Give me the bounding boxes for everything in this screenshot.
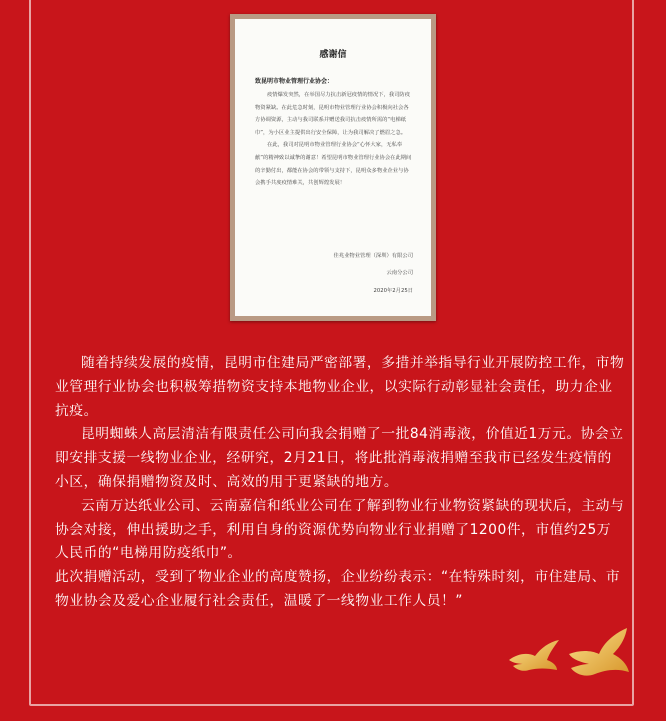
article-paragraph: 昆明蜘蛛人高层清洁有限责任公司向我会捐赠了一批84消毒液，价值近1万元。协会立即安排支援一线物业企业，经研究，2月21日，将此批消毒液捐赠至我市已经发生疫情的小区，确保捐赠物资及时、高效的用于更紧缺的地方。 xyxy=(55,426,624,490)
letter-paragraph: 在此，我司对昆明市物业管理行业协会“心怀大家，无私奉献”的精神致以诚挚的谢意！希望昆明市物业管理行业协会在此期间的辛勤付出，都能在协会的带领与支持下，昆明众多物业企业与协会携手共度疫情难关，共创辉煌发展！ xyxy=(255,142,412,187)
golden-doves-icon xyxy=(503,624,635,684)
letter-paragraph: 疫情爆发突然，在举国尽力抗击新冠疫情的情况下，我司防疫物资紧缺。在此危急时刻，昆明市物业管理行业协会积极向社会各方协调资源，主动与我司联系并赠送我司抗击疫情所需的“电梯纸巾”，为小区业主提供出行安全保障，让为我司解决了燃眉之急。 xyxy=(255,92,411,136)
thank-you-letter-photo xyxy=(230,14,436,321)
letter-paper xyxy=(235,19,431,316)
letter-body xyxy=(255,89,413,190)
article-body xyxy=(55,352,625,614)
letter-branch: 云南分公司 xyxy=(386,270,413,276)
letter-title: 感谢信 xyxy=(319,50,347,60)
article-paragraph: 云南万达纸业公司、云南嘉信和纸业公司在了解到物业行业物资紧缺的现状后，主动与协会对接，伸出援助之手，利用自身的资源优势向物业行业捐赠了1200件，市值约25万人民币的“电梯用防疫纸巾”。 xyxy=(55,497,625,562)
letter-date: 2020年2月25日 xyxy=(373,288,413,294)
article-paragraph: 此次捐赠活动，受到了物业企业的高度赞扬，企业纷纷表示：“在特殊时刻，市住建局、市物业协会及爱心企业履行社会责任，温暖了一线物业工作人员！” xyxy=(55,569,621,609)
letter-company: 佳兆业物业管理（深圳）有限公司 xyxy=(333,253,413,259)
letter-salutation: 致昆明市物业管理行业协会： xyxy=(255,78,334,85)
article-paragraph: 随着持续发展的疫情，昆明市住建局严密部署，多措并举指导行业开展防控工作，市物业管理行业协会也积极筹措物资支持本地物业企业，以实际行动彰显社会责任，助力企业抗疫。 xyxy=(55,355,625,419)
